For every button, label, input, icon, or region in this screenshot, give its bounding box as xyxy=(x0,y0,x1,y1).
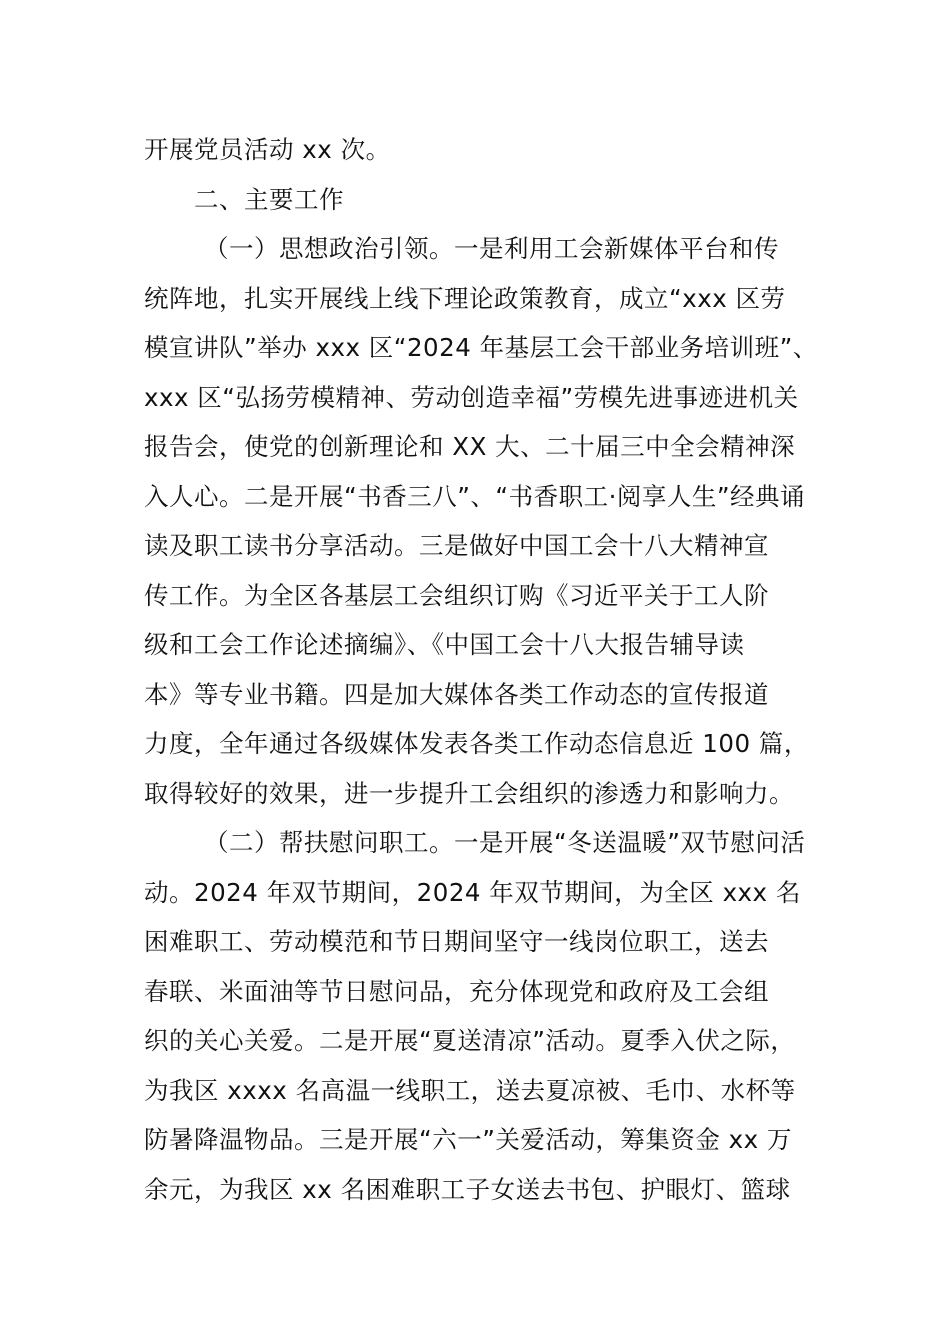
document-body xyxy=(144,125,844,1214)
text-line: 防暑降温物品。三是开展“六一”关爱活动，筹集资金 xx 万 xyxy=(144,1125,792,1154)
text-line: 传工作。为全区各基层工会组织订购《习近平关于工人阶 xyxy=(144,580,769,610)
text-line: 开展党员活动 xx 次。 xyxy=(144,135,391,164)
text-line: 困难职工、劳动模范和节日期间坚守一线岗位职工，送去 xyxy=(144,927,769,956)
text-line: 力度，全年通过各级媒体发表各类工作动态信息近 100 篇， xyxy=(144,729,809,758)
text-line: 读及职工读书分享活动。三是做好中国工会十八大精神宣 xyxy=(144,531,769,560)
text-line: 取得较好的效果，进一步提升工会组织的渗透力和影响力。 xyxy=(144,778,794,808)
text-line: 动。2024 年双节期间，2024 年双节期间，为全区 xxx 名 xyxy=(144,877,801,907)
text-line: xxx 区“弘扬劳模精神、劳动创造幸福”劳模先进事迹进机关 xyxy=(144,382,799,412)
text-line: 织的关心关爱。二是开展“夏送清凉”活动。夏季入伏之际， xyxy=(144,1026,796,1055)
paragraph-first-line: （二）帮扶慰问职工。一是开展“冬送温暖”双节慰问活 xyxy=(204,828,806,857)
text-line: 统阵地，扎实开展线上线下理论政策教育，成立“xxx 区劳 xyxy=(144,283,786,313)
text-line: 春联、米面油等节日慰问品，充分体现党和政府及工会组 xyxy=(144,976,769,1006)
paragraph-first-line: （一）思想政治引领。一是利用工会新媒体平台和传 xyxy=(204,234,779,263)
text-line: 为我区 xxxx 名高温一线职工，送去夏凉被、毛巾、水杯等 xyxy=(144,1075,796,1105)
text-line: 级和工会工作论述摘编》、《中国工会十八大报告辅导读 xyxy=(144,630,745,659)
text-line: 余元，为我区 xx 名困难职工子女送去书包、护眼灯、篮球 xyxy=(144,1174,791,1204)
text-line: 报告会，使党的创新理论和 XX 大、二十届三中全会精神深 xyxy=(144,432,796,461)
text-line: 模宣讲队”举办 xxx 区“2024 年基层工会干部业务培训班”、 xyxy=(144,333,818,362)
section-heading: 二、主要工作 xyxy=(194,184,344,214)
text-line: 本》等专业书籍。四是加大媒体各类工作动态的宣传报道 xyxy=(144,679,769,709)
text-line: 入人心。二是开展“书香三八”、“书香职工·阅享人生”经典诵 xyxy=(144,481,806,511)
